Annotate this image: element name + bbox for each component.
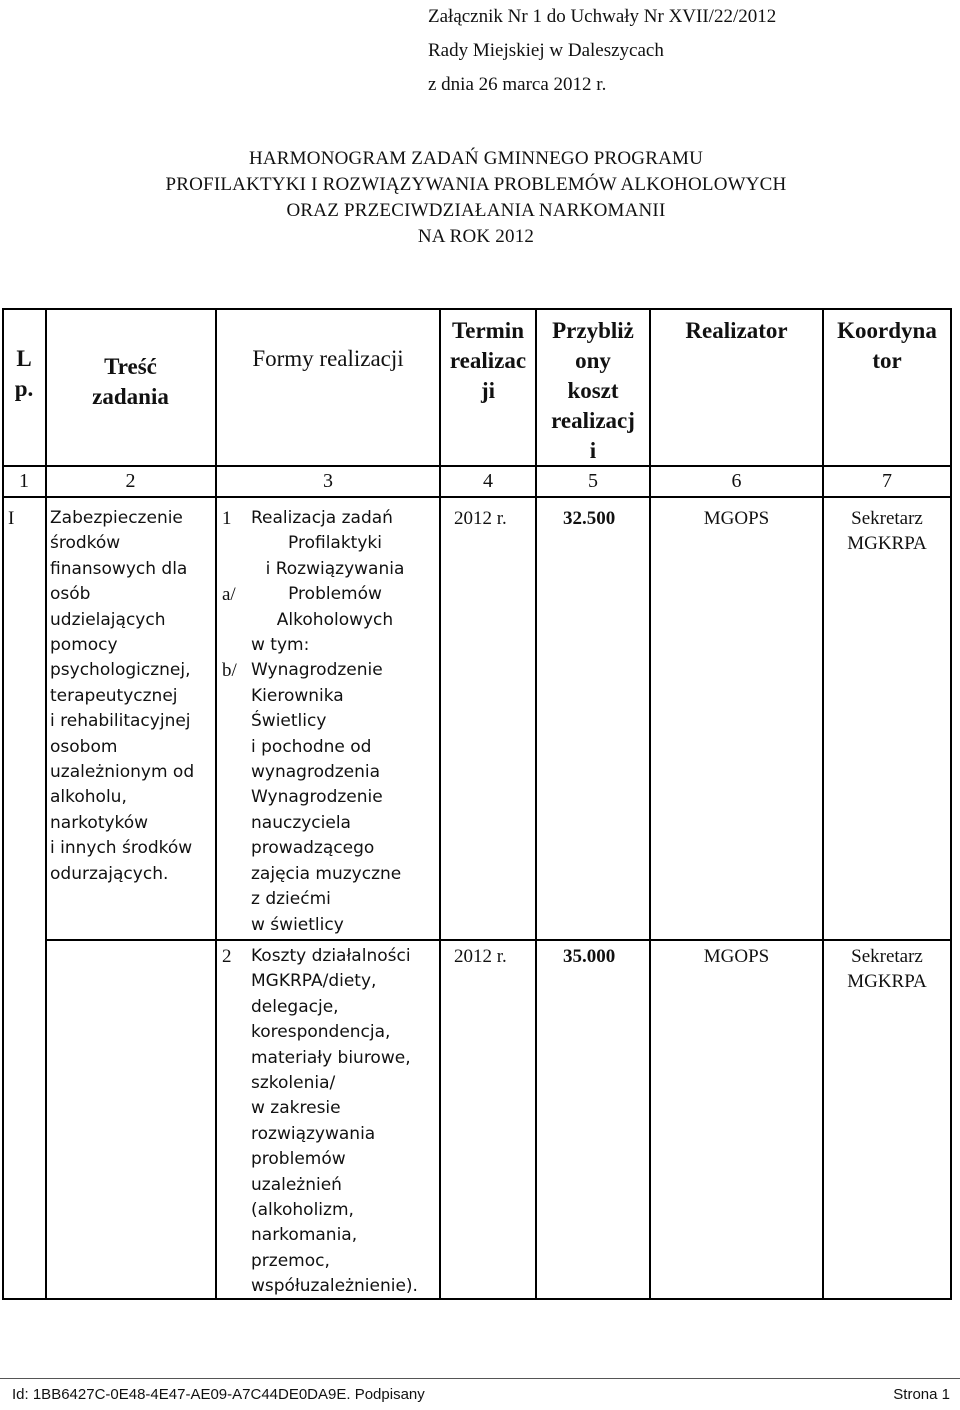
- footer-document-id: Id: 1BB6427C-0E48-4E47-AE09-A7C44DE0DA9E. Podpisany: [12, 1386, 425, 1403]
- subrow-2-termin: 2012 r.: [454, 946, 507, 967]
- col-number-6: 6: [731, 470, 742, 492]
- title-line-1: HARMONOGRAM ZADAŃ GMINNEGO PROGRAMU: [248, 148, 704, 169]
- table-border-bottom: [2, 1298, 952, 1300]
- col-divider-6: [822, 308, 824, 1300]
- col-number-7: 7: [882, 470, 892, 492]
- col-number-3: 3: [323, 470, 333, 492]
- table-border-top: [2, 308, 952, 310]
- number-row-separator: [2, 496, 952, 498]
- col-number-4: 4: [483, 470, 493, 492]
- footer-divider: [0, 1378, 960, 1379]
- header-koszt: Przybliż ony koszt realizacj i: [551, 318, 635, 463]
- header-tresc: Treść zadania: [92, 354, 169, 409]
- col-number-1: 1: [19, 470, 29, 492]
- col-number-2: 2: [125, 470, 136, 492]
- subrow-2-koszt: 35.000: [563, 946, 616, 967]
- subrow-1-termin: 2012 r.: [454, 508, 507, 529]
- col-divider-2: [215, 308, 217, 1300]
- col-divider-3: [439, 308, 441, 1300]
- attachment-line-2: Rady Miejskiej w Daleszycach: [428, 40, 664, 61]
- header-koordynator: Koordyna tor: [837, 318, 937, 373]
- row-tresc: Zabezpieczenie środków finansowych dla osób udzielających pomocy psychologicznej, terapeutycznej i rehabilitacyjnej osobom uzależnionym od alkoholu, narkotyków i innych środków odurzających.: [50, 508, 195, 884]
- subrow-1-koordynator: Sekretarz MGKRPA: [847, 508, 927, 554]
- attachment-line-3: z dnia 26 marca 2012 r.: [428, 74, 607, 95]
- subrow-1-koszt: 32.500: [563, 508, 616, 529]
- title-line-2: PROFILAKTYKI I ROZWIĄZYWANIA PROBLEMÓW ALKOHOLOWYCH: [165, 174, 787, 195]
- subrow-2-koordynator: Sekretarz MGKRPA: [847, 946, 927, 992]
- subrow-2-forma: Koszty działalności MGKRPA/diety, delegacje, korespondencja, materiały biurowe, szkolenia/ w zakresie rozwiązywania problemów uzależnień (alkoholizm, narkomania, przemoc, współuzależnienie).: [251, 946, 418, 1297]
- title-line-4: NA ROK 2012: [417, 226, 535, 247]
- title-line-3: ORAZ PRZECIWDZIAŁANIA NARKOMANII: [286, 200, 666, 221]
- schedule-table: [2, 308, 952, 1300]
- table-border-right: [950, 308, 952, 1300]
- subrow-1-forma: Realizacja zadań Profilaktyki i Rozwiązywania Problemów Alkoholowych w tym: Wynagrodzenie Kierownika Świetlicy i pochodne od wynagrodzenia Wynagrodzenie nauczyciela prowadzącego zajęcia muzyczne z dziećmi w świetlicy: [251, 508, 405, 935]
- header-formy: Formy realizacji: [252, 346, 404, 371]
- footer-page-number: Strona 1: [893, 1386, 950, 1403]
- subrow-1-realizator: MGOPS: [703, 508, 770, 529]
- col-number-5: 5: [588, 470, 598, 492]
- header-termin: Termin realizac ji: [449, 318, 527, 403]
- subrow-1-markers: 1 a/ b/: [222, 508, 237, 682]
- attachment-line-1: Załącznik Nr 1 do Uchwały Nr XVII/22/2012: [428, 6, 777, 27]
- header-realizator: Realizator: [685, 318, 788, 343]
- header-lp: L p.: [14, 346, 34, 401]
- col-divider-5: [649, 308, 651, 1300]
- attachment-note: [428, 0, 908, 102]
- document-title: [0, 146, 952, 250]
- subrow-2-marker: 2: [222, 946, 232, 967]
- subrow-2-realizator: MGOPS: [703, 946, 770, 967]
- subrow-separator: [46, 939, 952, 941]
- col-divider-1: [45, 308, 47, 1300]
- table-border-left: [2, 308, 4, 1300]
- header-separator: [2, 465, 952, 467]
- row-lp: I: [8, 508, 15, 529]
